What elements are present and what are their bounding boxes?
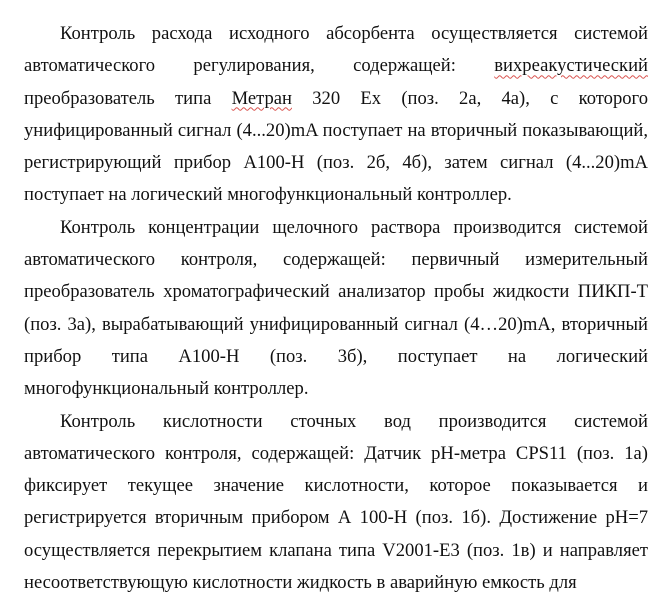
text-run: Контроль концентрации щелочного раствора производится системой автоматического контроля, содержащей: первичный измерительный преобразователь хроматографический анализатор пробы жидкости ПИКП-Т (поз. 3а), вырабатывающий унифицированный сигнал (4…20)mA, вторичный прибор типа А100-Н (поз. 3б), поступает на логический многофункциональный контроллер. [24, 216, 648, 400]
paragraph-concentration-control [24, 212, 648, 406]
spellcheck-word[interactable]: вихреакустический [494, 55, 648, 77]
paragraph-flow-control [24, 18, 648, 212]
text-run: 320 Ex (поз. 2а, 4а), с которого унифицированный сигнал (4...20)mA поступает на вторичный показывающий, регистрирующий прибор А100-Н (поз. 2б, 4б), затем сигнал (4...20)mA поступает на логический многофункциональный контроллер. [24, 87, 649, 206]
text-run: Контроль расхода исходного абсорбента осуществляется системой автоматического регулирования, содержащей: [24, 23, 648, 77]
text-run: преобразователь типа [24, 87, 232, 109]
document-page [24, 18, 648, 599]
text-run: Контроль кислотности сточных вод производится системой автоматического контроля, содержащей: Датчик pH-метра CPS11 (поз. 1а) фиксирует текущее значение кислотности, которое показывается и регистрируется вторичным прибором А 100-Н (поз. 1б). Достижение pH=7 осуществляется перекрытием клапана типа V2001-E3 (поз. 1в) и направляет несоответствующую кислотности жидкость в аварийную емкость для [24, 410, 648, 594]
spellcheck-word[interactable]: Метран [231, 87, 292, 109]
paragraph-acidity-control [24, 406, 648, 599]
